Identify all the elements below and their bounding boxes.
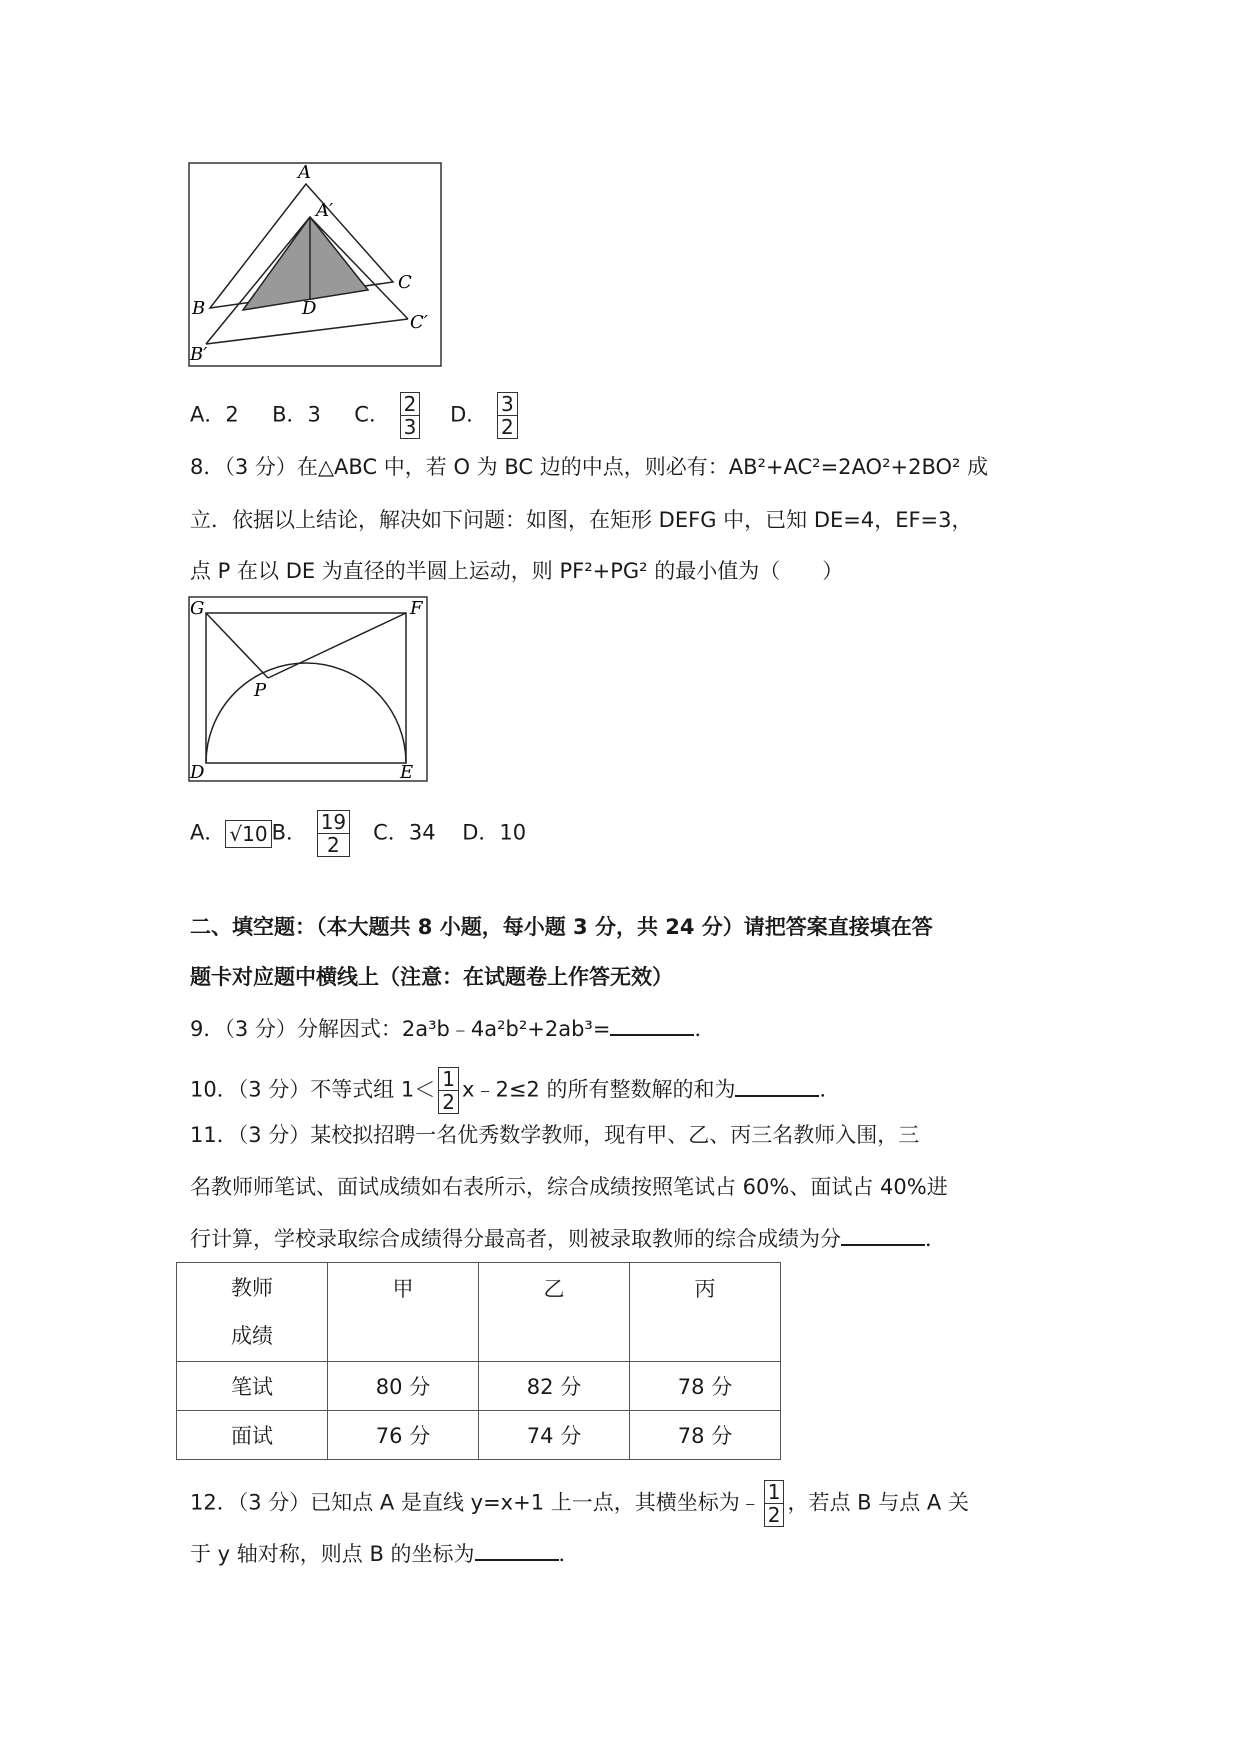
q8-option-c: C．34 (373, 820, 436, 845)
label-a: A (298, 162, 311, 183)
q12-answer-blank (475, 1537, 559, 1561)
label-f: F (410, 598, 423, 619)
q12-pre: 12．（3 分）已知点 A 是直线 y=x+1 上一点，其横坐标为﹣ (190, 1490, 761, 1515)
table-row-label: 笔试 (177, 1362, 328, 1411)
q9-text: 9．（3 分）分解因式：2a³b﹣4a²b²+2ab³= (190, 1017, 611, 1041)
q12-line-1 (190, 1480, 969, 1527)
section-2-heading-line-2: 题卡对应题中横线上（注意：在试题卷上作答无效） (190, 965, 673, 989)
label-c: C (398, 272, 412, 293)
q12-line-2-text: 于 y 轴对称，则点 B 的坐标为 (190, 1542, 475, 1566)
q12-post: ，若点 B 与点 A 关 (787, 1490, 969, 1515)
q11-line-3-text: 行计算，学校录取综合成绩得分最高者，则被录取教师的综合成绩为分 (190, 1227, 841, 1251)
table-cell: 80 分 (328, 1362, 479, 1411)
q7-option-c: C． (354, 402, 390, 427)
q11-line-3 (190, 1222, 946, 1254)
table-row (177, 1411, 781, 1460)
q8-option-a: A． (190, 820, 226, 845)
rectangle-semicircle-figure (188, 596, 430, 784)
table-col-header: 丙 (630, 1263, 781, 1362)
q8-option-a-sqrt: √10 (225, 820, 271, 848)
q7-option-c-fraction: $\frac{2}{3}$ (400, 392, 421, 439)
q7-option-d-fraction: $\frac{3}{2}$ (497, 392, 518, 439)
table-col-header: 乙 (479, 1263, 630, 1362)
table-col-header: 甲 (328, 1263, 479, 1362)
table-cell: 74 分 (479, 1411, 630, 1460)
table-row (177, 1362, 781, 1411)
label-g: G (190, 598, 205, 619)
q12-fraction: $\frac{1}{2}$ (764, 1480, 785, 1527)
q10 (190, 1067, 840, 1114)
section-2-heading-line-1: 二、填空题：（本大题共 8 小题，每小题 3 分，共 24 分）请把答案直接填在答 (190, 915, 933, 939)
q10-fraction: $\frac{1}{2}$ (438, 1067, 459, 1114)
q8-line-1: 8．（3 分）在△ABC 中，若 O 为 BC 边的中点，则必有：AB²+AC²=2AO²+2BO² 成 (190, 455, 989, 479)
q8-option-b-fraction: $\frac{19}{2}$ (317, 810, 350, 857)
q9-end: ． (694, 1017, 716, 1041)
label-b-prime: B′ (190, 344, 208, 365)
table-cell: 78 分 (630, 1362, 781, 1411)
q12-end: ． (558, 1542, 580, 1566)
q11-end: ． (925, 1227, 946, 1251)
q8-options (190, 810, 526, 857)
table-cell: 78 分 (630, 1411, 781, 1460)
q7-option-d: D． (450, 402, 488, 427)
label-e: E (400, 762, 414, 783)
q8-option-d: D．10 (462, 820, 527, 845)
q8-option-b: B． (271, 820, 307, 845)
q10-end: ． (819, 1077, 841, 1102)
q8-line-2: 立．依据以上结论，解决如下问题：如图，在矩形 DEFG 中，已知 DE=4，EF=3， (190, 508, 973, 532)
q10-post: x﹣2≤2 的所有整数解的和为 (462, 1077, 736, 1102)
q10-pre: 10．（3 分）不等式组 1＜ (190, 1077, 436, 1102)
q8-line-3: 点 P 在以 DE 为直径的半圆上运动，则 PF²+PG² 的最小值为（ ） (190, 559, 844, 583)
label-p: P (254, 680, 267, 701)
q11-line-1: 11．（3 分）某校拟招聘一名优秀数学教师，现有甲、乙、丙三名教师入围，三 (190, 1123, 920, 1147)
table-row-label: 面试 (177, 1411, 328, 1460)
q12-line-2 (190, 1537, 580, 1569)
label-d: D (190, 762, 205, 783)
label-b: B (192, 298, 206, 319)
table-cell: 82 分 (479, 1362, 630, 1411)
q7-options (190, 392, 521, 439)
q9-answer-blank (610, 1012, 694, 1036)
q11-answer-blank (841, 1222, 925, 1246)
q10-answer-blank (735, 1073, 819, 1097)
triangle-figure (188, 162, 444, 370)
label-d: D (302, 298, 317, 319)
table-cell: 76 分 (328, 1411, 479, 1460)
q7-option-a: A．2 (190, 402, 239, 427)
label-c-prime: C′ (410, 312, 428, 333)
q7-option-b: B．3 (272, 402, 321, 427)
table-corner-header: 教师 成绩 (177, 1263, 328, 1362)
q11-line-2: 名教师师笔试、面试成绩如右表所示，综合成绩按照笔试占 60%、面试占 40%进 (190, 1175, 948, 1199)
label-a-prime: A′ (316, 200, 334, 221)
score-table (176, 1262, 781, 1460)
q9 (190, 1012, 715, 1044)
